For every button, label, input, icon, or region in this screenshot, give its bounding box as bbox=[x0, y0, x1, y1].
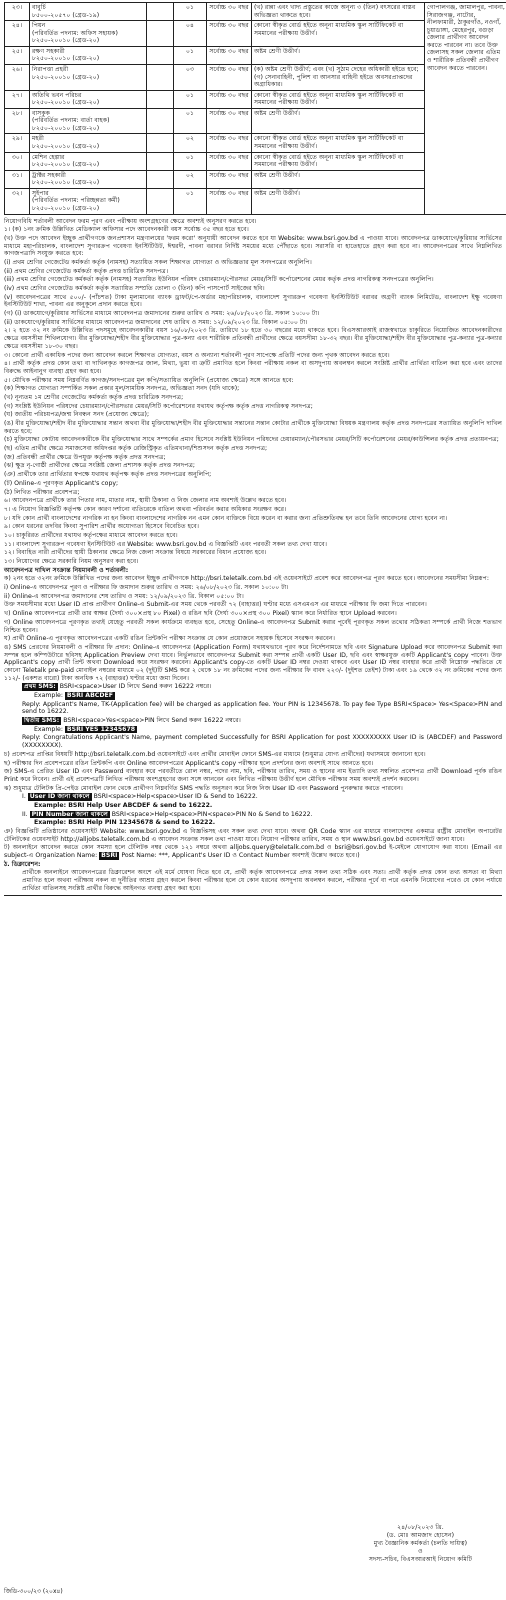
post-qualification: কোনো স্বীকৃত বোর্ড হইতে অনূন্য মাধ্যমিক স্কুল সার্টিফিকেট বা সমমানের পরীক্ষায় উত্তীর্ণ। bbox=[254, 153, 404, 169]
row-serial: ২৬। bbox=[11, 65, 23, 73]
post-count: ০২ bbox=[185, 171, 195, 179]
post-grade: ৮২৫০-২০০১০ (গ্রেড-২০) bbox=[32, 55, 100, 63]
sms1-example-label: Example: bbox=[34, 692, 63, 699]
final-line-3: Post Name: ***, Applicant's User ID ও Contact Number অবশ্যই উল্লেখ করতে হবে।) bbox=[121, 852, 360, 860]
after-line: জ) SMS-এ প্রেরিত User ID এবং Password ব্যবহার করে পরবর্তীতে রোল নম্বর, পদের নাম, ছবি, পরীক্ষার তারিখ, সময় ও স্থানের নাম ইত্যাদি তথ্য সম্বলিত প্রবেশপত্র প্রার্থী Download পূর্বক রঙিন Print করে নিবেন। প্রার্থী এই প্রবেশপত্রটি লিখিত পরীক্ষায় অংশগ্রহণের জন্য সঙ্গে আনবেন এবং লিখিত পরীক্ষায় উত্তীর্ণ হলে মৌখিক পরীক্ষার সময় অবশ্যই প্রদর্শন করবেন। bbox=[4, 768, 502, 783]
post-qualification: কোনো স্বীকৃত বোর্ড হইতে অনূন্য মাধ্যমিক স্কুল সার্টিফিকেট বা সমমানের পরীক্ষায় উত্তীর্ণ। bbox=[254, 22, 404, 37]
post-subname: (পরিবর্তিত পদনাম: বার্তা বাহক) bbox=[32, 117, 110, 125]
row-serial: ২৮। bbox=[11, 109, 23, 117]
row-serial: ৩১। bbox=[11, 171, 23, 179]
sms2-example: BSRI YES 12345678 bbox=[66, 725, 136, 733]
post-qualification: অষ্টম শ্রেণী উত্তীর্ণ। bbox=[254, 189, 300, 197]
post-grade: ৮২৫০-২০০১০ (গ্রেড-২০) bbox=[32, 124, 100, 132]
instruction-line: (ট) Online-এ পূরণকৃত Applicant's copy; bbox=[4, 479, 119, 487]
instruction-line: ৫। মৌখিক পরীক্ষার সময় নিম্নবর্ণিত কাগজ/সনদপত্রের মূল কপি/সত্যায়িত অনুলিপি (প্রযোজ্য ক্ষেত্রে) সঙ্গে আনতে হবে: bbox=[4, 376, 294, 384]
online-line: গ) Online আবেদনপত্রে পূরণকৃত তথ্যই যেহেতু পরবর্তী সকল কার্যক্রমে ব্যবহৃত হবে, সেহেতু Online-এ আবেদনপত্র Submit করার পূর্বেই পূরণকৃত সকল তথ্যের সঠিকতা সম্পর্কে প্রার্থী নিজে শতভাগ নিশ্চিত হবেন। bbox=[4, 618, 502, 634]
instruction-line: (খ) উক্ত পদে আবেদন ইচ্ছুক প্রার্থীগণকে জনপ্রশাসন মন্ত্রণালয়ের 'ফরম করো' অনুযায়ী আবেদন করতে হবে যা Website: www.bsri.gov.bd এ পাওয়া যাবে। আবেদনপত্র ডাকযোগে/কুরিয়ার সার্ভিসের মাধ্যমে মহাপরিচালক, বাংলাদেশ সুগারক্রপ গবেষণা ইনস্টিটিউট, ঈশ্বরদী, পাবনা বরাবর নির্দিষ্ট সময়ের মধ্যে পৌঁছাতে হবে। সরাসরি বা হাতেহাতে গ্রহণ করা হবে না। আবেদনপত্রের সাথে নিম্নলিখিত কাগজপত্রাদি সংযুক্ত করতে হবে: bbox=[4, 234, 502, 258]
instruction-line: (গ) সংশ্লিষ্ট ইউনিয়ন পরিষদের চেয়ারম্যান/পৌরসভার মেয়র/সিটি কর্পোরেশনের যথাযথ কর্তৃপক্ষ কর্তৃক প্রদত্ত নাগরিকত্ব সনদপত্র; bbox=[4, 402, 313, 410]
instruction-line: (ক) শিক্ষাগত যোগ্যতা সম্পর্কিত সকল প্রকার মূল/সাময়িক সনদপত্র, অভিজ্ঞতা সনদ (যদি থাকে); bbox=[4, 385, 240, 393]
instruction-line: ২। ২ হতে ৩২ নং ক্রমিকে উল্লিখিত পদসমূহে আবেদনকারীর বয়স ১৬/০৮/২০২৩ খ্রি. তারিখে ১৮ হতে ৩০ বছরের মধ্যে থাকতে হবে। বিএসআরআই রাজস্বখাতে চাকুরিতে নিয়োজিত আবেদনকারীদের ক্ষেত্রে বয়সসীমা শিথিলযোগ্য। বীর মুক্তিযোদ্ধা/শহীদ বীর মুক্তিযোদ্ধার পুত্র-কন্যা এবং শারীরিক প্রতিবন্ধী প্রার্থীদের ক্ষেত্রে বয়সসীমা ১৮-৩২ বছর। বীর মুক্তিযোদ্ধা/শহীদ বীর মুক্তিযোদ্ধার পুত্র-কন্যার পুত্র-কন্যার ক্ষেত্রে বয়সসীমা ১৮-৩০ বছর। bbox=[4, 327, 502, 350]
footer-code: জিডি-৩০০/২৩ (২০x৪) bbox=[4, 1588, 63, 1595]
instruction-line: ৮। যদি কোন প্রার্থী বাংলাদেশের নাগরিক না হন কিংবা বাংলাদেশের নাগরিক নন এমন কোন ব্যক্তিকে বিয়ে করেন বা করার জন্য প্রতিশ্রুতিবদ্ধ হন তবে তিনি আবেদনের যোগ্য হবেন না। bbox=[4, 514, 448, 522]
instruction-line: (v) আবেদনপত্রের সাথে ৫০০/- (পাঁচশত) টাকা মূল্যমানের ব্যাংক ড্রাফট/পে-অর্ডার মহাপরিচালক, বাংলাদেশ সুগারক্রপ গবেষণা ইনস্টিটিউট বরাবর অগ্রণী ব্যাংক লিমিটেড, বাংলাদেশ ইক্ষু গবেষণা ইনস্টিটিউট শাখা, পাবনা এর অনুকূলে প্রদান করতে হবে। bbox=[4, 293, 502, 309]
signature-role: ও bbox=[418, 1548, 423, 1556]
row-serial: ২৫। bbox=[11, 47, 23, 55]
post-name: নিরাপত্তা প্রহরী bbox=[32, 65, 69, 73]
post-count: ০১ bbox=[185, 91, 195, 99]
org-badge: BSRI bbox=[101, 852, 118, 860]
post-count: ০১ bbox=[185, 189, 195, 197]
row-serial: ২৯। bbox=[11, 135, 23, 143]
post-count: ০৪ bbox=[185, 22, 195, 30]
row-serial: ৩০। bbox=[11, 153, 23, 161]
sms1-example: BSRI ABCDEF bbox=[66, 692, 113, 699]
bottom-rule bbox=[4, 895, 502, 896]
post-qualification: কোনো স্বীকৃত বোর্ড হইতে অনূন্য মাধ্যমিক স্কুল সার্টিফিকেট বা সমমানের পরীক্ষায় উত্তীর্ণ। bbox=[254, 91, 404, 107]
recover2-example: Example: BSRI Help PIN 12345678 & send to 16222. bbox=[34, 819, 216, 827]
table-row bbox=[5, 3, 506, 21]
post-grade: ৮৫০০-২০৫৭০ (গ্রেড-১৯) bbox=[32, 11, 100, 19]
post-name: বাসকুক bbox=[32, 109, 50, 117]
post-name: ট্রাক্টর সহকারী bbox=[32, 171, 66, 179]
post-qualification: (খ) রান্না এবং খাদ্য প্রস্তুতের কাজে অনূন্য ৩ (তিন) বৎসরের বাস্তব অভিজ্ঞতা থাকতে হবে। bbox=[254, 4, 416, 19]
instruction-line: ১০। চাকুরিরত প্রার্থীদের যথাযথ কর্তৃপক্ষের মাধ্যমে আবেদন করতে হবে। bbox=[4, 531, 178, 539]
instruction-lines bbox=[4, 226, 502, 566]
signature-name: (ড. মোঃ আমজাদ হোসেন) bbox=[386, 1532, 455, 1540]
online-lines bbox=[4, 575, 502, 682]
sms2-label: দ্বিতীয় SMS: bbox=[24, 717, 60, 725]
instruction-line: (i) প্রথম শ্রেণির গেজেটেড কর্মকর্তা কর্তৃক (নামসহ) সত্যায়িত সকল শিক্ষাগত যোগ্যতা ও অভিজ্ঞতার মূল সনদপত্রের অনুলিপি। bbox=[4, 258, 312, 266]
post-age: সর্বোচ্চ ৩০ বছর bbox=[209, 22, 249, 30]
instruction-line: (ঘ) জাতীয় পরিচয়পত্র/জন্ম নিবন্ধন সনদ (প্রযোজ্য ক্ষেত্রে); bbox=[4, 411, 150, 419]
post-age: সর্বোচ্চ ৩০ বছর bbox=[209, 109, 249, 117]
post-age: সর্বোচ্চ ৩০ বছর bbox=[209, 91, 249, 99]
post-count: ০১ bbox=[185, 109, 195, 117]
disclaimer: প্রার্থীকে অনলাইনে আবেদনপত্রের ডিক্লারেশন অংশে এই মর্মে ঘোষণা দিতে হবে যে, প্রার্থী কর্তৃক আবেদনপত্রে প্রদত্ত সকল তথ্য সঠিক এবং সত্য। প্রার্থী কর্তৃক প্রদত্ত কোন তথ্য অসত্য বা মিথ্যা প্রমাণিত হলে অথবা পরীক্ষায় নকল বা দুর্নীতির আশ্রয় গ্রহণ করলে কিংবা পরীক্ষার হলে যে কোন ধরনের অসদুপায় অবলম্বন করলে, পরীক্ষার পূর্বে বা পরে এমনকি নিয়োগের পরেও যে কোন পর্যায়ে প্রার্থিতা বাতিলসহ সংশ্লিষ্ট প্রার্থীর বিরুদ্ধে আইনগত ব্যবস্থা গ্রহণ করা হবে। bbox=[22, 869, 502, 892]
online-line: খ) Online আবেদনপত্রে প্রার্থী তার স্বাক্ষর (দৈর্ঘ্য ৩০০×প্রস্থ ৮০ Pixel) ও রঙিন ছবি (দৈর্ঘ্য ৩০০×প্রস্থ ৩০০ Pixel) স্ক্যান করে নির্ধারিত স্থানে Upload করবেন। bbox=[4, 610, 397, 618]
reply1: Reply: Applicant's Name, TK-(Application fee) will be charged as application fee. Your PIN is 12345678. To pay fee Type BSRI<Space> Yes<Space>PIN and send to 16222. bbox=[22, 700, 502, 716]
post-grade: ৮২৫০-২০০১০ (গ্রেড-২০) bbox=[32, 73, 100, 81]
sms2-example-label: Example: bbox=[34, 725, 63, 733]
post-name: বাবুর্চি bbox=[32, 4, 46, 11]
signature-title: মুখ্য বৈজ্ঞানিক কর্মকর্তা (চলতি দায়িত্ব) bbox=[373, 1540, 468, 1548]
signature-date: ২৪/০৮/২০২৩ খ্রি. bbox=[397, 1524, 444, 1531]
post-count: ০১ bbox=[185, 153, 195, 161]
row-serial: ৩২। bbox=[11, 189, 23, 197]
instruction-line: ৯। কোন ধরনের তদবির কিংবা সুপারিশ প্রার্থীর অযোগ্যতা হিসেবে বিবেচিত হবে। bbox=[4, 523, 200, 531]
post-count: ০১ bbox=[185, 4, 195, 11]
post-name: অতিথি ভবন পরিচর bbox=[32, 91, 82, 99]
instruction-line: (ii) প্রথম শ্রেণির গেজেটেড কর্মকর্তা কর্তৃক প্রদত্ত চারিত্রিক সনদপত্র। bbox=[4, 267, 169, 275]
disclaimer-title: ঠ. ডিক্লারেশন: bbox=[4, 860, 41, 868]
post-subname: (পরিবর্তিত পদনাম: অফিস সহায়ক) bbox=[32, 29, 118, 37]
post-name: পিয়ন bbox=[32, 22, 46, 30]
sms1-text: BSRI<space>User ID লিখে Send করুন 16222 নম্বরে। bbox=[59, 683, 212, 691]
recover1-text: BSRI<space>Help<space>User ID & Send to 16222. bbox=[93, 793, 258, 801]
posts-table bbox=[4, 2, 506, 215]
instruction-line: (iv) প্রথম শ্রেণির গেজেটেড কর্মকর্তা কর্তৃক সত্যায়িত সম্প্রতি তোলা ৩ (তিন) কপি পাসপোর্ট সাইজের ছবি। bbox=[4, 285, 265, 292]
after-line: চ) প্রবেশপত্র প্রাপ্তির বিষয়টি http://bsri.teletalk.com.bd ওয়েবসাইটে এবং প্রার্থীর মোবাইল ফোনে SMS-এর মাধ্যমে (শুধুমাত্র যোগ্য প্রার্থীদের) যথাসময়ে জানানো হবে। bbox=[4, 750, 426, 758]
post-count: ০৩ bbox=[185, 65, 195, 73]
post-name: রক্ষণ সহকারী bbox=[32, 47, 65, 55]
post-name: সুইপার bbox=[32, 189, 49, 197]
instruction-line: ১১। বাংলাদেশ সুগারক্রপ গবেষণা ইনস্টিটিউট এর Website: www.bsri.gov.bd এ বিজ্ঞপ্তিটি এবং পরবর্তী সকল তথ্য দেখা যাবে। bbox=[4, 540, 327, 548]
post-subname: (পরিবর্তিত পদনাম: পরিচ্ছন্নতা কর্মী) bbox=[32, 197, 120, 205]
sms2-text: BSRI<space>Yes<space>PIN লিখে Send করুন 16222 নম্বরে। bbox=[63, 717, 241, 725]
intro-text: নিয়োগবিধি শর্তাবলী আবেদন ফরম পূরণ এবং পরীক্ষায় অংশগ্রহণের ক্ষেত্রে অবশ্যই অনুসরণ করতে হবে। bbox=[4, 217, 257, 225]
post-qualification: অষ্টম শ্রেণী উত্তীর্ণ। bbox=[254, 109, 300, 117]
post-name: মহরী bbox=[32, 135, 44, 143]
post-age: সর্বোচ্চ ৩০ বছর bbox=[209, 153, 249, 161]
instruction-line: (iii) প্রথম শ্রেণির গেজেটেড কর্মকর্তা কর্তৃক (নামসহ) সত্যায়িত ইউনিয়ন পরিষদ চেয়ারম্যান/পৌরসভা মেয়র/সিটি কর্পোরেশনের মেয়র কর্তৃক প্রদত্ত নাগরিকত্ব সনদপত্রের অনুলিপি। bbox=[4, 276, 434, 284]
signature-block bbox=[369, 1524, 472, 1564]
online-line: ঘ) প্রার্থী Online-এ পূরণকৃত আবেদনপত্রের একটি রঙিন প্রিন্টকপি পরীক্ষা সংক্রান্ত যে কোন প্রয়োজনে সহায়ক হিসেবে সংরক্ষণ করবেন। bbox=[4, 635, 335, 643]
post-qualification: (ক) অষ্টম শ্রেণী উত্তীর্ণ; এবং (খ) সুঠাম দেহের অধিকারী হইতে হবে; (গ) সেনাবাহিনী, পুলিশ বা আনসার বাহিনী হইতে অবসরপ্রাপ্তদের অগ্রাধিকার। bbox=[254, 65, 419, 89]
instruction-line: ৭। এ নিয়োগ বিজ্ঞপ্তিটি কর্তৃপক্ষ কোন কারণ দর্শানো ব্যতিরেকে বাতিল অথবা পরিবর্তন করার অধিকার সংরক্ষণ করে। bbox=[4, 505, 287, 513]
instruction-line: (গ) (i) ডাকযোগে/কুরিয়ার সার্ভিসের মাধ্যমে আবেদনপত্র জমাদানের শুরুর তারিখ ও সময়: ২৬/০৮/২০২৩ খ্রি. সকাল ১০:০০ টা। bbox=[4, 310, 320, 318]
instruction-line: (ঝ) ক্ষুদ্র নৃ-গোষ্ঠী প্রার্থীদের ক্ষেত্রে সংশ্লিষ্ট জেলা প্রশাসক কর্তৃক প্রদত্ত সনদপত্র; bbox=[4, 462, 195, 470]
instruction-line: ১২। বিবাহিত নারী প্রার্থীদের স্থায়ী ঠিকানার ক্ষেত্রে নিজ জেলা সংক্রান্ত বিষয়ে সরকারের বিধান প্রযোজ্য হবে। bbox=[4, 549, 267, 557]
sms1-label: প্রথম SMS: bbox=[24, 683, 56, 691]
signature-committee: সদস্য-সচিব, বিএসআরআই নিয়োগ কমিটি bbox=[368, 1556, 472, 1564]
instruction-line: (ছ) এতিম প্রার্থীর ক্ষেত্রে সমাজসেবা অধিদপ্তর কর্তৃক রেজিস্ট্রিকৃত এতিমখানা/শিশুসদন কর্তৃক প্রদত্ত সনদপত্র; bbox=[4, 445, 268, 453]
after-lines bbox=[4, 751, 502, 792]
post-qualification: অষ্টম শ্রেণী উত্তীর্ণ। bbox=[254, 47, 300, 55]
row-serial: ২৪। bbox=[11, 22, 23, 30]
post-age: সর্বোচ্চ ৩০ বছর bbox=[209, 4, 249, 11]
post-name: মেশিন হেল্পার bbox=[32, 153, 65, 161]
after-line: ঝ) শুধুমাত্র টেলিটক প্রি-পেইড মোবাইল ফোন থেকে প্রার্থীগণ নিম্নবর্ণিত SMS পদ্ধতি অনুসরণ করে নিজ নিজ User ID এবং Password পুনরুদ্ধার করতে পারবেন। bbox=[4, 784, 403, 792]
reply2: Reply: Congratulations Applicant's Name, payment completed Successfully for BSRI Application for post XXXXXXXXX User ID is (ABCDEF) and Password (XXXXXXXX). bbox=[22, 734, 502, 750]
row-serial: ২৭। bbox=[11, 91, 23, 99]
instruction-line: ৬। আবেদনপত্রে প্রার্থীকে তার পিতার নাম, মাতার নাম, স্থায়ী ঠিকানা ও নিজ জেলার নাম অবশ্যই উল্লেখ করতে হবে। bbox=[4, 497, 287, 505]
post-qualification: অষ্টম শ্রেণী উত্তীর্ণ। bbox=[254, 171, 300, 179]
final-line-1: ঞ) বিজ্ঞপ্তিটি প্রতিষ্ঠানের ওয়েবসাইট Website: www.bsri.gov.bd এ বিজ্ঞপ্তিসহ এবং সকল তথ্য দেখা যাবে। অথবা QR Code স্ক্যান এর মাধ্যমে বাংলাদেশের একমাত্র রাষ্ট্রীয় মোবাইল অপারেটর টেলিটকের ওয়েবসাইট http://alljobs.teletalk.com.bd এ আবেদন সংক্রান্ত সকল তথ্য পাওয়া যাবে। নিয়োগ পরীক্ষার তারিখ, সময় ও স্থান www.bsri.gov.bd ওয়েবসাইটে জানা যাবে। bbox=[4, 828, 502, 843]
post-count: ০১ bbox=[185, 47, 195, 55]
instruction-line: (ঞ) প্রার্থীকে তার প্রার্থিতার স্বপক্ষে যথাযথ কর্তৃপক্ষ কর্তৃক প্রদত্ত সনদপত্রের অনুলিপি; bbox=[4, 471, 212, 479]
instruction-line: (ii) ডাকযোগে/কুরিয়ার সার্ভিসের মাধ্যমে আবেদনপত্র জমাদানের শেষ তারিখ ও সময়: ১২/০৯/২০২৩ খ্রি. বিকাল ০৫:০০ টা। bbox=[4, 318, 308, 326]
instruction-line: (চ) মুক্তিযোদ্ধা কোটায় আবেদনকারীকে বীর মুক্তিযোদ্ধার সাথে সম্পর্কের প্রমাণ হিসেবে সংশ্লিষ্ট ইউনিয়ন পরিষদের চেয়ারম্যান/পৌরসভার মেয়র/সিটি কর্পোরেশনের মেয়র/কাউন্সিলর কর্তৃক প্রদত্ত প্রত্যয়নপত্র; bbox=[4, 436, 499, 444]
instructions: নিয়োগবিধি শর্তাবলী আবেদন ফরম পূরণ এবং পরীক্ষায় অংশগ্রহণের ক্ষেত্রে অবশ্যই অনুসরণ করতে হবে। ১। (ক) ১নং ক্রমিক উল্লিখিত মেডিক্যাল অফিসার পদে আবেদনকারী বয়স সর্বোচ্চ ৩৫ বছর হতে হবে। (খ) উক্ত পদে আবেদন ইচ্ছুক প্রার্থীগণকে জনপ্রশাসন মন্ত্রণালয়ের 'ফরম করো' অনুযায়ী আবেদন করতে হবে যা Website: www.bsri.gov.bd এ পাওয়া যাবে। আবেদনপত্র ডাকযোগে/কুরিয়ার সার্ভিসের মাধ্যমে মহাপরিচালক, বাংলাদেশ সুগারক্রপ গবেষণা ইনস্টিটিউট, ঈশ্বরদী, পাবনা বরাবর নির্দিষ্ট সময়ের মধ্যে পৌঁছাতে হবে। সরাসরি বা হাতেহাতে গ্রহণ করা হবে না। আবেদনপত্রের সাথে নিম্নলিখিত কাগজপত্রাদি সংযুক্ত করতে হবে: (i) প্রথম শ্রেণির গেজেটেড কর্মকর্তা কর্তৃক (নামসহ) সত্যায়িত সকল শিক্ষাগত যোগ্যতা ও অভিজ্ঞতার মূল সনদপত্রের অনুলিপি। (ii) প্রথম শ্রেণির গেজেটেড কর্মকর্তা কর্তৃক প্রদত্ত চারিত্রিক সনদপত্র। (iii) প্রথম শ্রেণির গেজেটেড কর্মকর্তা কর্তৃক (নামসহ) সত্যায়িত ইউনিয়ন পরিষদ চেয়ারম্যান/পৌরসভা মেয়র/সিটি কর্পোরেশনের মেয়র কর্তৃক প্রদত্ত নাগরিকত্ব সনদপত্রের অনুলিপি। (iv) প্রথম শ্রেণির গেজেটেড কর্মকর্তা কর্তৃক সত্যায়িত সম্প্রতি তোলা ৩ (তিন) কপি পাসপোর্ট সাইজের ছবি। (v) আবেদনপত্রের সাথে ৫০০/- (পাঁচশত) টাকা মূল্যমানের ব্যাংক ড্রাফট/পে-অর্ডার মহাপরিচালক, বাংলাদেশ সুগারক্রপ গবেষণা ইনস্টিটিউট বরাবর অগ্রণী ব্যাংক লিমিটেড, বাংলাদেশ ইক্ষু গবেষণা ইনস্টিটিউট শাখা, পাবনা এর অনুকূলে প্রদান করতে হবে। (গ) (i) ডাকযোগে/কুরিয়ার সার্ভিসের মাধ্যমে আবেদনপত্র জমাদানের শুরুর তারিখ ও সময়: ২৬/০৮/২০২৩ খ্রি. সকাল ১০:০০ টা। (ii) ডাকযোগে/কুরিয়ার সার্ভিসের মাধ্যমে আবেদনপত্র জমাদানের শেষ তারিখ ও সময়: ১২/০৯/২০২৩ খ্রি. বিকাল ০৫:০০ টা। ২। ২ হতে ৩২ নং ক্রমিকে উল্লিখিত পদসমূহে আবেদনকারীর বয়স ১৬/০৮/২০২৩ খ্রি. তারিখে ১৮ হতে ৩০ বছরের মধ্যে থাকতে হবে। বিএসআরআই রাজস্বখাতে চাকুরিতে নিয়োজিত আবেদনকারীদের ক্ষেত্রে বয়সসীমা শিথিলযোগ্য। বীর মুক্তিযোদ্ধা/শহীদ বীর মুক্তিযোদ্ধার পুত্র-কন্যা এবং শারীরিক প্রতিবন্ধী প্রার্থীদের ক্ষেত্রে বয়সসীমা ১৮-৩২ বছর। বীর মুক্তিযোদ্ধা/শহীদ বীর মুক্তিযোদ্ধার পুত্র-কন্যার পুত্র-কন্যার ক্ষেত্রে বয়সসীমা ১৮-৩০ বছর। ৩। কোনো প্রার্থী একাধিক পদের জন্য আবেদন করলে শিক্ষাগত যোগ্যতা, বয়স ও অন্যান্য শর্তাবলী পূরণ সাপেক্ষে প্রতিটি পদের জন্য পৃথক আবেদন করতে হবে। ৪। প্রার্থী কর্তৃক প্রদত্ত কোন তথ্য বা দাখিলকৃত কাগজপত্র জাল, মিথ্যা, ভুয়া বা ত্রুটি প্রমাণিত হলে কিংবা পরীক্ষায় নকল বা অসদুপায় অবলম্বন করলে সংশ্লিষ্ট প্রার্থীর প্রার্থিতা বাতিল করা হবে এবং তাদের বিরুদ্ধে আইনানুগ ব্যবস্থা গ্রহণ করা হবে। ৫। মৌখিক পরীক্ষার সময় নিম্নবর্ণিত কাগজ/সনদপত্রের মূল কপি/সত্যায়িত অনুলিপি (প্রযোজ্য ক্ষেত্রে) সঙ্গে আনতে হবে: (ক) শিক্ষাগত যোগ্যতা সম্পর্কিত সকল প্রকার মূল/সাময়িক সনদপত্র, অভিজ্ঞতা সনদ (যদি থাকে); (খ) নূন্যতম ১ম শ্রেণীর গেজেটেড কর্মকর্তা কর্তৃক প্রদত্ত চারিত্রিক সনদপত্র; (গ) সংশ্লিষ্ট ইউনিয়ন পরিষদের চেয়ারম্যান/পৌরসভার মেয়র/সিটি কর্পোরেশনের যথাযথ কর্তৃপক্ষ কর্তৃক প্রদত্ত নাগরিকত্ব সনদপত্র; (ঘ) জাতীয় পরিচয়পত্র/জন্ম নিবন্ধন সনদ (প্রযোজ্য ক্ষেত্রে); (ঙ) বীর মুক্তিযোদ্ধা/শহীদ বীর মুক্তিযোদ্ধার সন্তান অথবা বীর মুক্তিযোদ্ধা/শহীদ বীর মুক্তিযোদ্ধার সন্তানের সন্তান কোটার প্রার্থীকে মুক্তিযোদ্ধা বিষয়ক মন্ত্রণালয় কর্তৃক প্রদত্ত সনদপত্রের সত্যায়িত অনুলিপি দাখিল করতে হবে; (চ) মুক্তিযোদ্ধা কোটায় আবেদনকারীকে বীর মুক্তিযোদ্ধার সাথে সম্পর্কের প্রমাণ হিসেবে সংশ্লিষ্ট ইউনিয়ন পরিষদের চেয়ারম্যান/পৌরসভার মেয়র/সিটি কর্পোরেশনের মেয়র/কাউন্সিলর কর্তৃক প্রদত্ত প্রত্যয়নপত্র; (ছ) এতিম প্রার্থীর ক্ষেত্রে সমাজসেবা অধিদপ্তর কর্তৃক রেজিস্ট্রিকৃত এতিমখানা/শিশুসদন কর্তৃক প্রদত্ত সনদপত্র; (জ) প্রতিবন্ধী প্রার্থীর ক্ষেত্রে উপযুক্ত কর্তৃপক্ষ কর্তৃক প্রদত্ত সনদপত্র; (ঝ) ক্ষুদ্র নৃ-গোষ্ঠী প্রার্থীদের ক্ষেত্রে সংশ্লিষ্ট জেলা প্রশাসক কর্তৃক প্রদত্ত সনদপত্র; (ঞ) প্রার্থীকে তার প্রার্থিতার স্বপক্ষে যথাযথ কর্তৃপক্ষ কর্তৃক প্রদত্ত সনদপত্রের অনুলিপি; (ট) Online-এ পূরণকৃত Applicant's copy; (ঠ) লিখিত পরীক্ষার প্রবেশপত্র; ৬। আবেদনপত্রে প্রার্থীকে তার পিতার নাম, মাতার নাম, স্থায়ী ঠিকানা ও নিজ জেলার নাম অবশ্যই উল্লেখ করতে হবে। ৭। এ নিয়োগ বিজ্ঞপ্তিটি কর্তৃপক্ষ কোন কারণ দর্শানো ব্যতিরেকে বাতিল অথবা পরিবর্তন করার অধিকার সংরক্ষণ করে। ৮। যদি কোন প্রার্থী বাংলাদেশের নাগরিক না হন কিংবা বাংলাদেশের নাগরিক নন এমন কোন ব্যক্তিকে বিয়ে করেন বা করার জন্য প্রতিশ্রুতিবদ্ধ হন তবে তিনি আবেদনের যোগ্য হবেন না। ৯। কোন ধরনের তদবির কিংবা সুপারিশ প্রার্থীর অযোগ্যতা হিসেবে বিবেচিত হবে। ১০। চাকুরিরত প্রার্থীদের যথাযথ কর্তৃপক্ষের মাধ্যমে আবেদন করতে হবে। ১১। বাংলাদেশ সুগারক্রপ গবেষণা ইনস্টিটিউট এর Website: www.bsri.gov.bd এ বিজ্ঞপ্তিটি এবং পরবর্তী সকল তথ্য দেখা যাবে। ১২। বিবাহিত নারী প্রার্থীদের স্থায়ী ঠিকানার ক্ষেত্রে নিজ জেলা সংক্রান্ত বিষয়ে সরকারের বিধান প্রযোজ্য হবে। ১৩। নিয়োগের ক্ষেত্রে সরকারি নিয়ম অনুসরণ করা হবে। আবেদনপত্র দাখিল সংক্রান্ত নিয়মাবলী ও শর্তাবলী: ক) ২নং হতে ৩২নং ক্রমিকে উল্লিখিত পদের জন্য আবেদন ইচ্ছুক প্রার্থীগণকে http://bsri.teletalk.com.bd এই ওয়েবসাইটে প্রবেশ করে আবেদনপত্র পূরণ করতে হবে। আবেদনের সময়সীমা নিম্নরূপ: i) Online-এ আবেদনপত্র পূরণ ও পরীক্ষার ফি জমাদান শুরুর তারিখ ও সময়: ২৬/০৮/২০২৩ খ্রি. সকাল ১০:০০ টা। ii) Online-এ আবেদনপত্র জমাদানের শেষ তারিখ ও সময়: ১২/০৯/২০২৩ খ্রি. বিকাল ০৫:০০ টা। উক্ত সময়সীমার মধ্যে User ID প্রাপ্ত প্রার্থীগণ Online-এ Submit-এর সময় থেকে পরবর্তী ৭২ (বাহাত্তর) ঘণ্টার মধ্যে এসএমএস এর মাধ্যমে পরীক্ষার ফি জমা দিতে পারবেন। খ) Online আবেদনপত্রে প্রার্থী তার স্বাক্ষর (দৈর্ঘ্য ৩০০×প্রস্থ ৮০ Pixel) ও রঙিন ছবি (দৈর্ঘ্য ৩০০×প্রস্থ ৩০০ Pixel) স্ক্যান করে নির্ধারিত স্থানে Upload করবেন। গ) Online আবেদনপত্রে পূরণকৃত তথ্যই যেহেতু পরবর্তী সকল কার্যক্রমে ব্যবহৃত হবে, সেহেতু Online-এ আবেদনপত্র Submit করার পূর্বেই পূরণকৃত সকল তথ্যের সঠিকতা সম্পর্কে প্রার্থী নিজে শতভাগ নিশ্চিত হবেন। ঘ) প্রার্থী Online-এ পূরণকৃত আবেদনপত্রের একটি রঙিন প্রিন্টকপি পরীক্ষা সংক্রান্ত যে কোন প্রয়োজনে সহায়ক হিসেবে সংরক্ষণ করবেন। ঙ) SMS প্রেরণের নিয়মাবলী ও পরীক্ষার ফি প্রদান: Online-এ আবেদনপত্র (Application Form) যথাযথভাবে পূরণ করে নির্দেশনামতে ছবি এবং Signature Upload করে আবেদনপত্র Submit করা সম্পন্ন হলে কম্পিউটারে ছবিসহ Application Preview দেখা যাবে। নির্ভুলভাবে আবেদনপত্র Submit করা সম্পন্ন প্রার্থী একটি User ID, ছবি এবং স্বাক্ষরযুক্ত একটি Applicant's copy পাবেন। উক্ত Applicant's copy প্রার্থী প্রিন্ট অথবা Download করে সংরক্ষণ করবেন। Applicant's copy-তে একটি User ID নম্বর দেওয়া থাকবে এবং User ID নম্বর ব্যবহার করে প্রার্থী নিম্নোক্ত পদ্ধতিতে যে কোনো Teletalk pre-paid মোবাইল নম্বরের মাধ্যমে ০২ (দুই)টি SMS করে ২ থেকে ১৮ নং ক্রমিকের পদের জন্য পরীক্ষার ফি বাবদ ২২৩/- (দুইশত তেইশ) টাকা এবং ১৯ থেকে ৩২ নং ক্রমিকের পদের জন্য ১১২/- (একশত বারো) টাকা অনধিক ৭২ (বাহাত্তর) ঘণ্টার মধ্যে জমা দিবেন। প্রথম SMS: BSRI<space>User ID লিখে Send করুন 16222 নম্বরে। Example: BSRI ABCDEF Reply: Applicant's Name, TK-(Application fee) will be charged as application fee. Your PIN is 12345678. To pay fee Type BSRI<Space> Yes<Space>PIN and send to 16222. দ্বিতীয় SMS: BSRI<space>Yes<space>PIN লিখে Send করুন 16222 নম্বরে। Example: BSRI YES 12345678 Reply: Congratulations Applicant's Name, payment completed Successfully for BSRI Application for post XXXXXXXXX User ID is (ABCDEF) and Password (XXXXXXXX). চ) প্রবেশপত্র প্রাপ্তির বিষয়টি http://bsri.teletalk.com.bd ওয়েবসাইটে এবং প্রার্থীর মোবাইল ফোনে SMS-এর মাধ্যমে (শুধুমাত্র যোগ্য প্রার্থীদের) যথাসময়ে জানানো হবে। ছ) পরীক্ষার দিন প্রবেশপত্রের রঙিন প্রিন্টকপি এবং Online আবেদনপত্রের Applicant's copy পরীক্ষার হলে প্রদর্শনের জন্য অবশ্যই সাথে আনতে হবে। জ) SMS-এ প্রেরিত User ID এবং Password ব্যবহার করে পরবর্তীতে রোল নম্বর, পদের নাম, ছবি, পরীক্ষার তারিখ, সময় ও স্থানের নাম ইত্যাদি তথ্য সম্বলিত প্রবেশপত্র প্রার্থী Download পূর্বক রঙিন Print করে নিবেন। প্রার্থী এই প্রবেশপত্রটি লিখিত পরীক্ষায় অংশগ্রহণের জন্য সঙ্গে আনবেন এবং লিখিত পরীক্ষায় উত্তীর্ণ হলে মৌখিক পরীক্ষার সময় অবশ্যই প্রদর্শন করবেন। ঝ) শুধুমাত্র টেলিটক প্রি-পেইড মোবাইল ফোন থেকে প্রার্থীগণ নিম্নবর্ণিত SMS পদ্ধতি অনুসরণ করে নিজ নিজ User ID এবং Password পুনরুদ্ধার করতে পারবেন। I. User ID জানা থাকলে BSRI<space>Help<space>User ID & Send to 16222. Example: BSRI Help User ABCDEF & send to 16222. II. PIN Number জানা থাকলে BSRI<space>Help<space>PIN<space>PIN No & Send to 16222. Example: BSRI Help PIN 12345678 & send to 16222. ঞ) বিজ্ঞপ্তিটি প্রতিষ্ঠানের ওয়েবসাইট Website: www.bsri.gov.bd এ বিজ্ঞপ্তিসহ এবং সকল তথ্য দেখা যাবে। অথবা QR Code স্ক্যান এর মাধ্যমে বাংলাদেশের একমাত্র রাষ্ট্রীয় মোবাইল অপারেটর টেলিটকের ওয়েবসাইট http://alljobs.teletalk.com.bd এ আবেদন সংক্রান্ত সকল তথ্য পাওয়া যাবে। নিয়োগ পরীক্ষার তারিখ, সময় ও স্থান www.bsri.gov.bd ওয়েবসাইটে জানা যাবে। ট) অনলাইনে আবেদন করতে কোন সমস্যা হলে টেলিটক নম্বর থেকে ১২১ নম্বরে অথবা alljobs.query@teletalk.com.bd ও bsri@bsri.gov.bd ই-মেইলে যোগাযোগ করা যাবে। (Email এর subject-এ Organization Name: BSRI Post Name: ***, Applicant's User ID ও Contact Number অবশ্যই উল্লেখ করতে হবে।) ঠ. ডিক্লারেশন: প্রার্থীকে অনলাইনে আবেদনপত্রের ডিক্লারেশন অংশে এই মর্মে ঘোষণা দিতে হবে যে, প্রার্থী কর্তৃক আবেদনপত্রে প্রদত্ত সকল তথ্য সঠিক এবং সত্য। প্রার্থী কর্তৃক প্রদত্ত কোন তথ্য অসত্য বা মিথ্যা প্রমাণিত হলে অথবা পরীক্ষায় নকল বা দুর্নীতির আশ্রয় গ্রহণ করলে কিংবা পরীক্ষার হলে যে কোন ধরনের অসদুপায় অবলম্বন করলে, পরীক্ষার পূর্বে বা পরে এমনকি নিয়োগের পরেও যে কোন পর্যায়ে প্রার্থিতা বাতিলসহ সংশ্লিষ্ট প্রার্থীর বিরুদ্ধে আইনগত ব্যবস্থা গ্রহণ করা হবে। bbox=[4, 217, 502, 892]
post-age: সর্বোচ্চ ৩০ বছর bbox=[209, 135, 249, 143]
post-age: সর্বোচ্চ ৩০ বছর bbox=[209, 171, 249, 179]
instruction-line: ৪। প্রার্থী কর্তৃক প্রদত্ত কোন তথ্য বা দাখিলকৃত কাগজপত্র জাল, মিথ্যা, ভুয়া বা ত্রুটি প্রমাণিত হলে কিংবা পরীক্ষায় নকল বা অসদুপায় অবলম্বন করলে সংশ্লিষ্ট প্রার্থীর প্রার্থিতা বাতিল করা হবে এবং তাদের বিরুদ্ধে আইনানুগ ব্যবস্থা গ্রহণ করা হবে। bbox=[4, 360, 502, 375]
instruction-line: (জ) প্রতিবন্ধী প্রার্থীর ক্ষেত্রে উপযুক্ত কর্তৃপক্ষ কর্তৃক প্রদত্ত সনদপত্র; bbox=[4, 453, 166, 461]
recover2-text: BSRI<space>Help<space>PIN<space>PIN No & Send to 16222. bbox=[111, 810, 313, 818]
post-grade: ৮২৫০-২০০১০ (গ্রেড-২০) bbox=[32, 204, 100, 212]
online-line: i) Online-এ আবেদনপত্র পূরণ ও পরীক্ষার ফি জমাদান শুরুর তারিখ ও সময়: ২৬/০৮/২০২৩ খ্রি. সকাল ১০:০০ টা। bbox=[4, 584, 289, 592]
final-line-2: ট) অনলাইনে আবেদন করতে কোন সমস্যা হলে টেলিটক নম্বর থেকে ১২১ নম্বরে অথবা alljobs.query@teletalk.com.bd ও bsri@bsri.gov.bd ই-মেইলে যোগাযোগ করা যাবে। (Email এর subject-এ Organization Name: bbox=[4, 844, 502, 860]
instruction-line: (খ) নূন্যতম ১ম শ্রেণীর গেজেটেড কর্মকর্তা কর্তৃক প্রদত্ত চারিত্রিক সনদপত্র; bbox=[4, 393, 184, 401]
document-page bbox=[4, 2, 505, 896]
after-line: ছ) পরীক্ষার দিন প্রবেশপত্রের রঙিন প্রিন্টকপি এবং Online আবেদনপত্রের Applicant's copy পরীক্ষার হলে প্রদর্শনের জন্য অবশ্যই সাথে আনতে হবে। bbox=[4, 759, 374, 767]
online-line: উক্ত সময়সীমার মধ্যে User ID প্রাপ্ত প্রার্থীগণ Online-এ Submit-এর সময় থেকে পরবর্তী ৭২ (বাহাত্তর) ঘণ্টার মধ্যে এসএমএস এর মাধ্যমে পরীক্ষার ফি জমা দিতে পারবেন। bbox=[4, 601, 427, 609]
post-age: সর্বোচ্চ ৩০ বছর bbox=[209, 65, 249, 73]
instruction-line: (ঙ) বীর মুক্তিযোদ্ধা/শহীদ বীর মুক্তিযোদ্ধার সন্তান অথবা বীর মুক্তিযোদ্ধা/শহীদ বীর মুক্তিযোদ্ধার সন্তানের সন্তান কোটার প্রার্থীকে মুক্তিযোদ্ধা বিষয়ক মন্ত্রণালয় কর্তৃক প্রদত্ত সনদপত্রের সত্যায়িত অনুলিপি দাখিল করতে হবে; bbox=[4, 420, 502, 435]
online-line: ii) Online-এ আবেদনপত্র জমাদানের শেষ তারিখ ও সময়: ১২/০৯/২০২৩ খ্রি. বিকাল ০৫:০০ টা। bbox=[4, 592, 244, 600]
district-note: গোপালগঞ্জ, জামালপুর, পাবনা, সিরাজগঞ্জ, নাটোর, নীলফামারী, ঠাকুরগাঁও, নওগাঁ, চুয়াডাঙ্গা, মেহেরপুর, বগুড়া জেলার প্রার্থীগণ আবেদন করতে পারবেন না। তবে উক্ত জেলাসহ সকল জেলার এতিম ও শারীরিক প্রতিবন্ধী প্রার্থীগণ আবেদন করতে পারবেন। bbox=[427, 4, 505, 72]
online-line: ঙ) SMS প্রেরণের নিয়মাবলী ও পরীক্ষার ফি প্রদান: Online-এ আবেদনপত্র (Application Form) যথাযথভাবে পূরণ করে নির্দেশনামতে ছবি এবং Signature Upload করে আবেদনপত্র Submit করা সম্পন্ন হলে কম্পিউটারে ছবিসহ Application Preview দেখা যাবে। নির্ভুলভাবে আবেদনপত্র Submit করা সম্পন্ন প্রার্থী একটি User ID, ছবি এবং স্বাক্ষরযুক্ত একটি Applicant's copy পাবেন। উক্ত Applicant's copy প্রার্থী প্রিন্ট অথবা Download করে সংরক্ষণ করবেন। Applicant's copy-তে একটি User ID নম্বর দেওয়া থাকবে এবং User ID নম্বর ব্যবহার করে প্রার্থী নিম্নোক্ত পদ্ধতিতে যে কোনো Teletalk pre-paid মোবাইল নম্বরের মাধ্যমে ০২ (দুই)টি SMS করে ২ থেকে ১৮ নং ক্রমিকের পদের জন্য পরীক্ষার ফি বাবদ ২২৩/- (দুইশত তেইশ) টাকা এবং ১৯ থেকে ৩২ নং ক্রমিকের পদের জন্য ১১২/- (একশত বারো) টাকা অনধিক ৭২ (বাহাত্তর) ঘণ্টার মধ্যে জমা দিবেন। bbox=[4, 643, 502, 682]
post-grade: ৮২৫০-২০০১০ (গ্রেড-২০) bbox=[32, 37, 100, 45]
instruction-line: ১। (ক) ১নং ক্রমিক উল্লিখিত মেডিক্যাল অফিসার পদে আবেদনকারী বয়স সর্বোচ্চ ৩৫ বছর হতে হবে। bbox=[4, 226, 249, 234]
post-grade: ৮২৫০-২০০১০ (গ্রেড-২০) bbox=[32, 161, 100, 169]
recover2-label: PIN Number জানা থাকলে bbox=[31, 810, 108, 818]
post-age: সর্বোচ্চ ৩০ বছর bbox=[209, 189, 249, 197]
recover1-label: User ID জানা থাকলে bbox=[29, 793, 90, 801]
post-count: ০২ bbox=[185, 135, 195, 143]
post-qualification: কোনো স্বীকৃত বোর্ড হইতে অনূন্য মাধ্যমিক স্কুল সার্টিফিকেট বা সমমানের পরীক্ষায় উত্তীর্ণ। bbox=[254, 135, 404, 150]
post-age: সর্বোচ্চ ৩০ বছর bbox=[209, 47, 249, 55]
instruction-line: ৩। কোনো প্রার্থী একাধিক পদের জন্য আবেদন করলে শিক্ষাগত যোগ্যতা, বয়স ও অন্যান্য শর্তাবলী পূরণ সাপেক্ষে প্রতিটি পদের জন্য পৃথক আবেদন করতে হবে। bbox=[4, 351, 390, 359]
instruction-line: (ঠ) লিখিত পরীক্ষার প্রবেশপত্র; bbox=[4, 488, 80, 496]
recover1-example: Example: BSRI Help User ABCDEF & send to 16222. bbox=[34, 801, 213, 809]
post-grade: ৮২৫০-২০০১০ (গ্রেড-২০) bbox=[32, 143, 100, 150]
post-grade: ৮২৫০-২০০১০ (গ্রেড-২০) bbox=[32, 99, 100, 107]
post-grade: ৮২৫০-২০০১০ (গ্রেড-২০) bbox=[32, 179, 100, 187]
instruction-line: ১৩। নিয়োগের ক্ষেত্রে সরকারি নিয়ম অনুসরণ করা হবে। bbox=[4, 558, 139, 565]
row-serial: ২৩। bbox=[11, 4, 23, 11]
online-line: ক) ২নং হতে ৩২নং ক্রমিকে উল্লিখিত পদের জন্য আবেদন ইচ্ছুক প্রার্থীগণকে http://bsri.teletalk.com.bd এই ওয়েবসাইটে প্রবেশ করে আবেদনপত্র পূরণ করতে হবে। আবেদনের সময়সীমা নিম্নরূপ: bbox=[4, 575, 489, 583]
online-title: আবেদনপত্র দাখিল সংক্রান্ত নিয়মাবলী ও শর্তাবলী: bbox=[4, 566, 129, 574]
